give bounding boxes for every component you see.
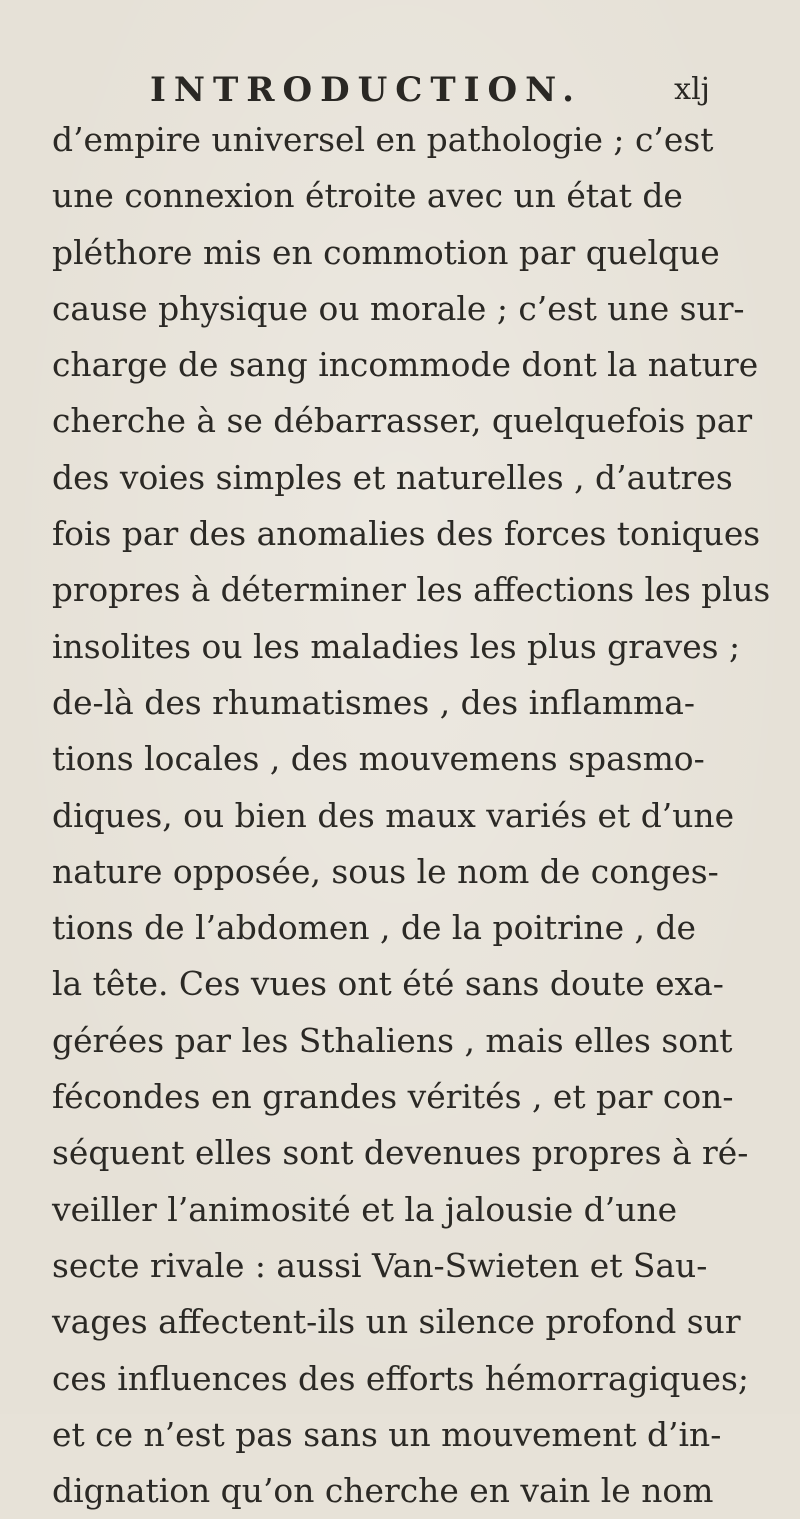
text-line: secte rivale : aussi Van-Swieten et Sau- [52, 1245, 708, 1285]
page-number: xlj [674, 72, 710, 107]
text-line: insolites ou les maladies les plus graves ; [52, 626, 741, 666]
text-line: d’empire universel en pathologie ; c’est [52, 120, 714, 159]
text-line: gérées par les Sthaliens , mais elles sont [52, 1020, 733, 1060]
text-line: diques, ou bien des maux variés et d’une [52, 795, 735, 835]
text-line: de-là des rhumatismes , des inflamma- [52, 682, 696, 722]
text-line: propres à déterminer les affections les plus [52, 570, 771, 610]
text-line: tions de l’abdomen , de la poitrine , de [52, 908, 696, 948]
text-line: pléthore mis en commotion par quelque [52, 232, 720, 272]
text-line: des voies simples et naturelles , d’autres [52, 457, 733, 497]
text-line: veiller l’animosité et la jalousie d’une [52, 1189, 678, 1229]
text-line: dignation qu’on cherche en vain le nom [52, 1471, 714, 1511]
text-line: nature opposée, sous le nom de conges- [52, 851, 719, 891]
text-line: une connexion étroite avec un état de [52, 176, 683, 216]
text-line: tions locales , des mouvemens spasmo- [52, 739, 705, 779]
text-line: la tête. Ces vues ont été sans doute exa- [52, 964, 724, 1004]
text-line: fois par des anomalies des forces toniques [52, 514, 761, 554]
text-line: fécondes en grandes vérités , et par con- [52, 1077, 734, 1117]
text-line: vages affectent-ils un silence profond sur [52, 1302, 741, 1342]
text-line: cherche à se débarrasser, quelquefois par [52, 401, 753, 441]
text-line: séquent elles sont devenues propres à ré- [52, 1133, 749, 1173]
text-line: ces influences des efforts hémorragiques; [52, 1358, 749, 1398]
running-title: INTRODUCTION. [150, 70, 582, 110]
text-line: charge de sang incommode dont la nature [52, 345, 759, 385]
body-text [52, 112, 772, 1519]
text-line: et ce n’est pas sans un mouvement d’in- [52, 1414, 722, 1454]
text-line: cause physique ou morale ; c’est une sur- [52, 288, 745, 328]
